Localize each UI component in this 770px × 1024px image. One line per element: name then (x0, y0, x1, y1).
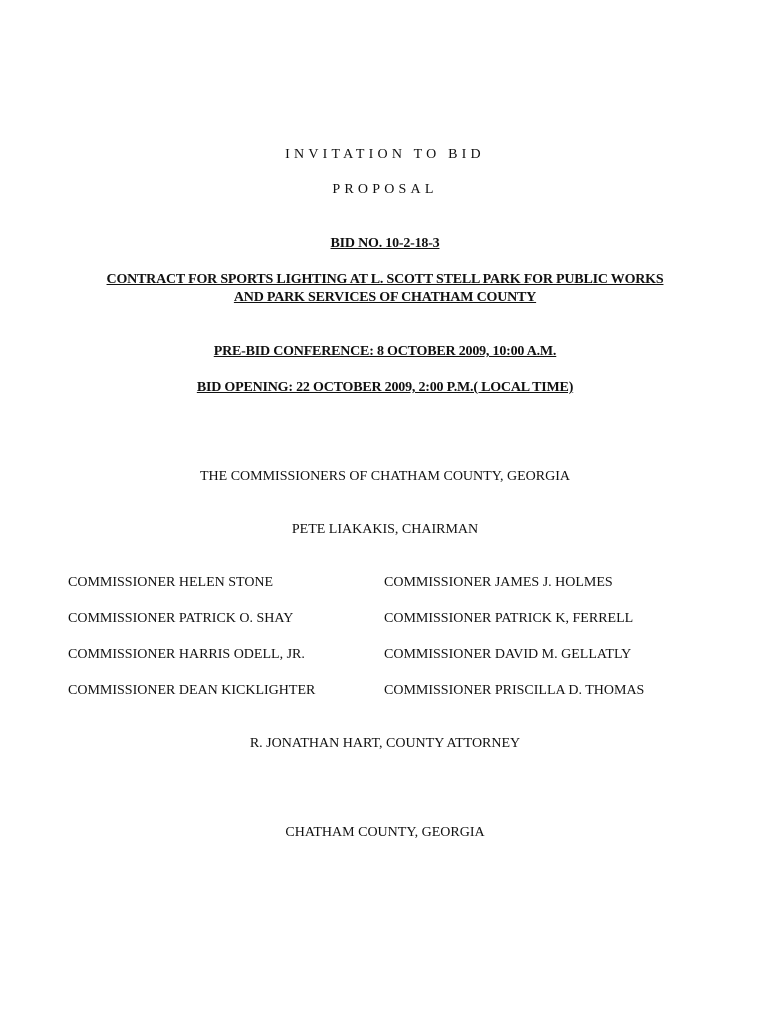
commissioner-name: COMMISSIONER HARRIS ODELL, JR. (68, 647, 305, 662)
commissioner-row (68, 611, 708, 647)
commissioner-name: COMMISSIONER HELEN STONE (68, 575, 274, 590)
county-location: CHATHAM COUNTY, GEORGIA (285, 825, 485, 840)
county-attorney: R. JONATHAN HART, COUNTY ATTORNEY (249, 736, 521, 751)
commissioner-name: COMMISSIONER JAMES J. HOLMES (384, 575, 613, 590)
document-title: INVITATION TO BID (285, 147, 485, 162)
commissioner-name: COMMISSIONER PATRICK K, FERRELL (384, 611, 634, 626)
commissioner-name: COMMISSIONER DEAN KICKLIGHTER (68, 683, 316, 698)
commissioner-row (68, 647, 708, 683)
bid-number: BID NO. 10-2-18-3 (330, 236, 440, 251)
prebid-conference: PRE-BID CONFERENCE: 8 OCTOBER 2009, 10:00 A.M. (213, 344, 557, 359)
chairman: PETE LIAKAKIS, CHAIRMAN (291, 522, 479, 537)
commissioner-name: COMMISSIONER PRISCILLA D. THOMAS (384, 683, 645, 698)
commissioner-row (68, 575, 708, 611)
bid-opening: BID OPENING: 22 OCTOBER 2009, 2:00 P.M.( LOCAL TIME) (196, 380, 574, 395)
commissioner-row (68, 683, 708, 719)
board-heading: THE COMMISSIONERS OF CHATHAM COUNTY, GEORGIA (200, 469, 570, 484)
contract-title-line-2: AND PARK SERVICES OF CHATHAM COUNTY (233, 290, 537, 305)
commissioner-name: COMMISSIONER DAVID M. GELLATLY (384, 647, 632, 662)
contract-title-line-1: CONTRACT FOR SPORTS LIGHTING AT L. SCOTT STELL PARK FOR PUBLIC WORKS (106, 272, 664, 287)
commissioner-name: COMMISSIONER PATRICK O. SHAY (68, 611, 294, 626)
commissioners-list (68, 575, 708, 719)
document-subtitle: PROPOSAL (332, 182, 438, 197)
